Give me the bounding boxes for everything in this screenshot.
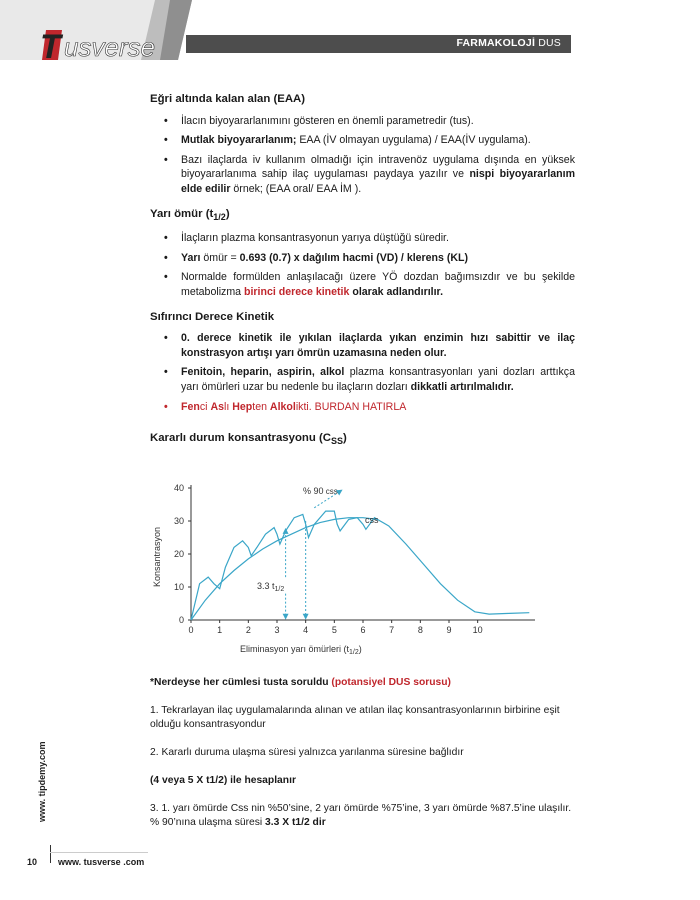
y-tick-label: 10: [173, 582, 184, 592]
y-tick-label: 30: [173, 516, 184, 526]
notes-section: [150, 676, 580, 844]
steady-state-chart: [145, 475, 545, 660]
list-item: • Bazı ilaçlarda iv kullanım olmadığı için intravenöz uygulama dışında en yüksek biyoyararlanıma sahip ilaç uygulaması paydaya yazılır ve nispi biyoyararlanım elde edilir örnek; (EAA oral/ EAA İM ).: [150, 153, 575, 197]
footer-url: www. tusverse .com: [58, 857, 145, 867]
side-url: www. tipdemy.com: [37, 741, 47, 822]
logo-graphic: [0, 0, 200, 60]
x-tick-label: 5: [331, 625, 337, 635]
y-tick-label: 20: [173, 549, 184, 559]
chart-heading: Kararlı durum konsantrasyonu $(C_{SS})$: [150, 432, 347, 446]
list-item: • Yarı ömür = 0.693 (0.7) x dağılım hacmi (VD) / klerens (KL): [150, 251, 575, 266]
subject-label: FARMAKOLOJİ DUS: [456, 37, 561, 49]
x-tick-label: 0: [188, 625, 194, 635]
x-axis-label: Eliminasyon yarı ömürleri $(t_{1/2})$: [240, 644, 362, 656]
note-intro: *Nerdeyse her cümlesi tusta soruldu (potansiyel DUS sorusu): [150, 677, 451, 688]
y-tick-label: 0: [178, 615, 184, 625]
x-tick-label: 7: [389, 625, 395, 635]
note-3: (4 veya 5 X t1/2) ile hesaplanır: [150, 775, 296, 786]
note-1: 1. Tekrarlayan ilaç uygulamalarında alınan ve atılan ilaç konsantrasyonlarının birbirine eşit olduğu konsantrasyondur: [150, 705, 560, 730]
page-number: 10: [27, 857, 38, 867]
list-item-mnemonic: • Fenci Aslı Hepten Alkolikti. BURDAN HATIRLA: [150, 400, 575, 415]
list-item: • 0. derece kinetik ile yıkılan ilaçlarda yıkan enzimin hızı sabittir ve ilaç konstrasyon artışı yarı ömrün uzamasına neden olur.: [150, 331, 575, 360]
series-line-sawtooth: [191, 511, 529, 620]
annotation-3-3-t-half: 3.3 $t_{1/2}$: [257, 581, 285, 593]
list-item: • İlaçların plazma konsantrasyonun yarıya düştüğü süredir.: [150, 231, 575, 246]
y-axis-label: Konsantrasyon: [152, 526, 162, 587]
logo-wordmark: usverse: [64, 32, 156, 60]
footer-rule: [50, 852, 148, 853]
main-content: [150, 92, 575, 424]
subject-bar: [186, 35, 571, 53]
chart-annotations: [257, 486, 379, 617]
section-title-zero-order: Sıfırıncı Derece Kinetik: [150, 310, 275, 323]
chart-axes: [191, 485, 535, 620]
annotation-90-css: % 90 css: [303, 486, 338, 496]
footer-divider: [50, 845, 51, 863]
logo-t-letter: T: [40, 28, 61, 60]
x-ticks: [188, 620, 482, 635]
list-item: • Normalde formülden anlaşılacağı üzere YÖ dozdan bağımsızdır ve bu şekilde metabolizma birinci derece kinetik olarak adlandırılır.: [150, 270, 575, 299]
eaa-list: [150, 114, 575, 197]
annotation-css: css: [365, 515, 379, 525]
x-tick-label: 2: [245, 625, 251, 635]
x-tick-label: 10: [472, 625, 483, 635]
x-tick-label: 4: [303, 625, 309, 635]
header: [0, 0, 700, 60]
note-4: 3. 1. yarı ömürde Css nin %50’sine, 2 yarı ömürde %75’ine, 3 yarı ömürde %87.5’ine ulaşılır. % 90’nına ulaşma süresi 3.3 X t1/2 dir: [150, 803, 572, 828]
x-tick-label: 3: [274, 625, 280, 635]
y-tick-label: 40: [173, 483, 184, 493]
half-life-list: [150, 231, 575, 299]
zero-order-list: [150, 331, 575, 414]
y-ticks: [174, 483, 191, 625]
list-item: • Mutlak biyoyararlanım; EAA (İV olmayan uygulama) / EAA(İV uygulama).: [150, 133, 575, 148]
x-tick-label: 1: [217, 625, 223, 635]
note-2: 2. Kararlı duruma ulaşma süresi yalnızca yarılanma süresine bağlıdır: [150, 747, 464, 758]
list-item: • Fenitoin, heparin, aspirin, alkol plazma konsantrasyonları yani dozları arttıkça yarı ömürleri uzar bu nedenle bu ilaçların dozları dikkatli artırılmalıdır.: [150, 365, 575, 394]
section-title-eaa: Eğri altında kalan alan (EAA): [150, 93, 306, 105]
section-title-half-life: Yarı ömür $(t_{1/2})$: [150, 207, 230, 222]
x-tick-label: 9: [446, 625, 452, 635]
chart-series: [191, 511, 529, 620]
x-tick-label: 8: [417, 625, 423, 635]
x-tick-label: 6: [360, 625, 366, 635]
list-item: • İlacın biyoyararlanımını gösteren en önemli parametredir (tus).: [150, 114, 575, 129]
